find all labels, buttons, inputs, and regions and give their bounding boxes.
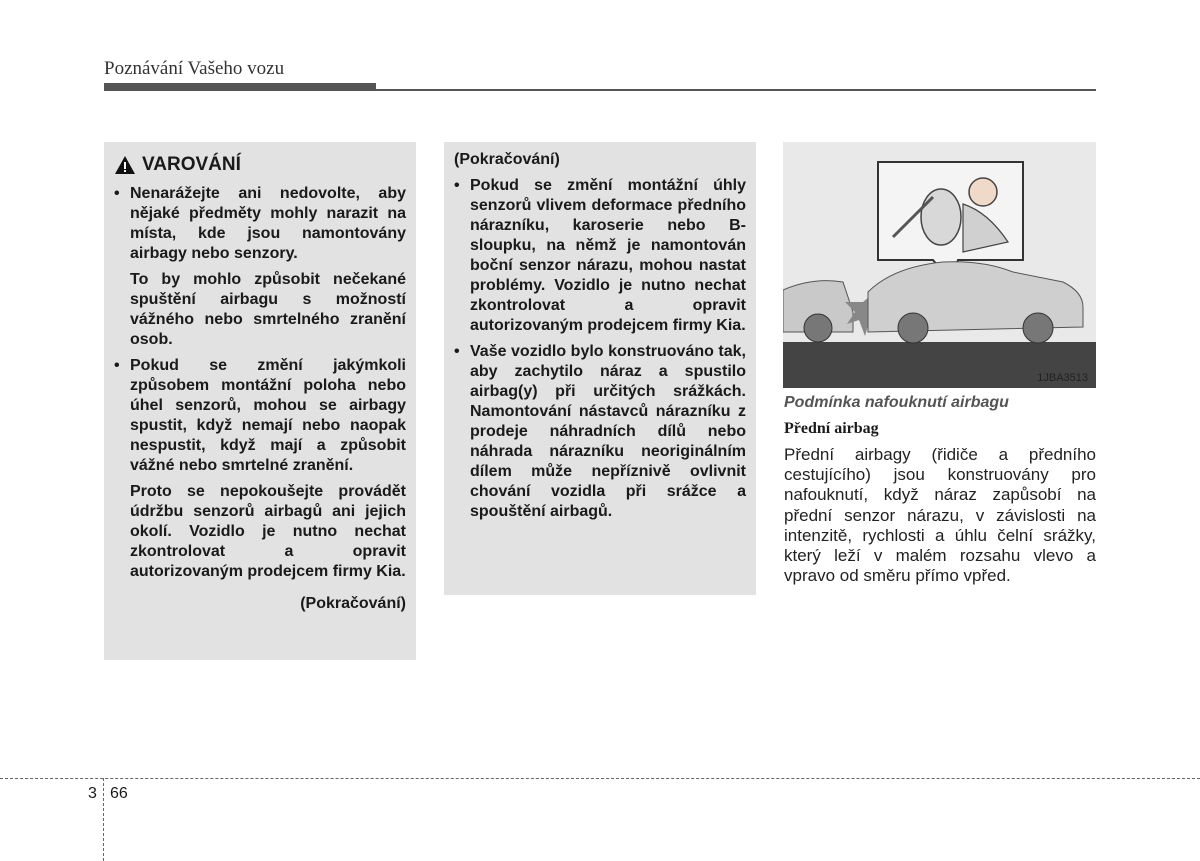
warning-triangle-icon — [114, 155, 136, 175]
footer-vertical-divider — [103, 778, 104, 861]
crash-illustration-svg — [783, 142, 1096, 388]
continuation-heading: (Pokračování) — [454, 151, 560, 168]
chapter-number: 3 — [88, 785, 97, 802]
page-number: 66 — [110, 785, 128, 802]
page-header-title: Poznávání Vašeho vozu — [104, 58, 285, 79]
continuation-bullet-2: • Vaše vozidlo bylo konstruováno tak, aby zachytilo náraz a spustilo airbag(y) při určitých srážkách. Namontování nástavců nárazníku z prodeje náhradních dílů nebo náhrada nárazníku neoriginálním dílem může nepříznivě ovlivnit chování vozidla při srážce a spouštění airbagů. — [454, 343, 746, 520]
warning-heading — [114, 154, 406, 176]
warning-bullet-2: • Pokud se změní jakýmkoli způsobem montážní poloha nebo úhel senzorů, mohou se airbagy spustit, když nemají nebo naopak nespustit, když mají a způsobit vážné nebo smrtelné zranění. — [114, 357, 406, 474]
continuation-box — [444, 142, 756, 595]
continuation-bullet-1: • Pokud se změní montážní úhly senzorů vlivem deformace předního nárazníku, karoserie nebo B-sloupku, na němž je namontován boční senzor nárazu, mohou nastat problémy. Vozidlo je nutno nechat zkontrolovat a opravit autorizovaným prodejcem firmy Kia. — [454, 177, 746, 334]
header-rule — [104, 89, 1096, 91]
warning-heading-text: VAROVÁNÍ — [142, 154, 241, 175]
figure-code: 1JBA3513 — [1037, 372, 1088, 384]
footer-divider — [0, 778, 1200, 779]
figure-caption: Podmínka nafouknutí airbagu — [784, 394, 1009, 411]
warning-bullet-2-para: Proto se nepokoušejte provádět údržbu senzorů airbagů ani jejich okolí. Vozidlo je nutno nechat zkontrolovat a opravit autorizovaným prodejcem firmy Kia. — [130, 483, 406, 580]
warning-bullet-1: • Nenarážejte ani nedovolte, aby nějaké předměty mohly narazit na místa, kde jsou namontovány airbagy nebo senzory. — [114, 185, 406, 262]
section-body: Přední airbagy (řidiče a předního cestujícího) jsou konstruovány pro nafouknutí, když náraz zapůsobí na přední senzor nárazu, v závislosti na intenzitě, rychlosti a úhlu čelní srážky, který leží v malém rozsahu vlevo a vpravo od směru přímo vpřed. — [784, 445, 1096, 586]
warning-bullet-1-para: To by mohlo způsobit nečekané spuštění airbagu s možností vážného nebo smrtelného zranění osob. — [130, 271, 406, 348]
continued-label: (Pokračování) — [300, 595, 406, 612]
warning-box — [104, 142, 416, 660]
airbag-illustration — [783, 142, 1096, 388]
section-subheading: Přední airbag — [784, 420, 879, 437]
airbag-shape — [921, 189, 961, 245]
